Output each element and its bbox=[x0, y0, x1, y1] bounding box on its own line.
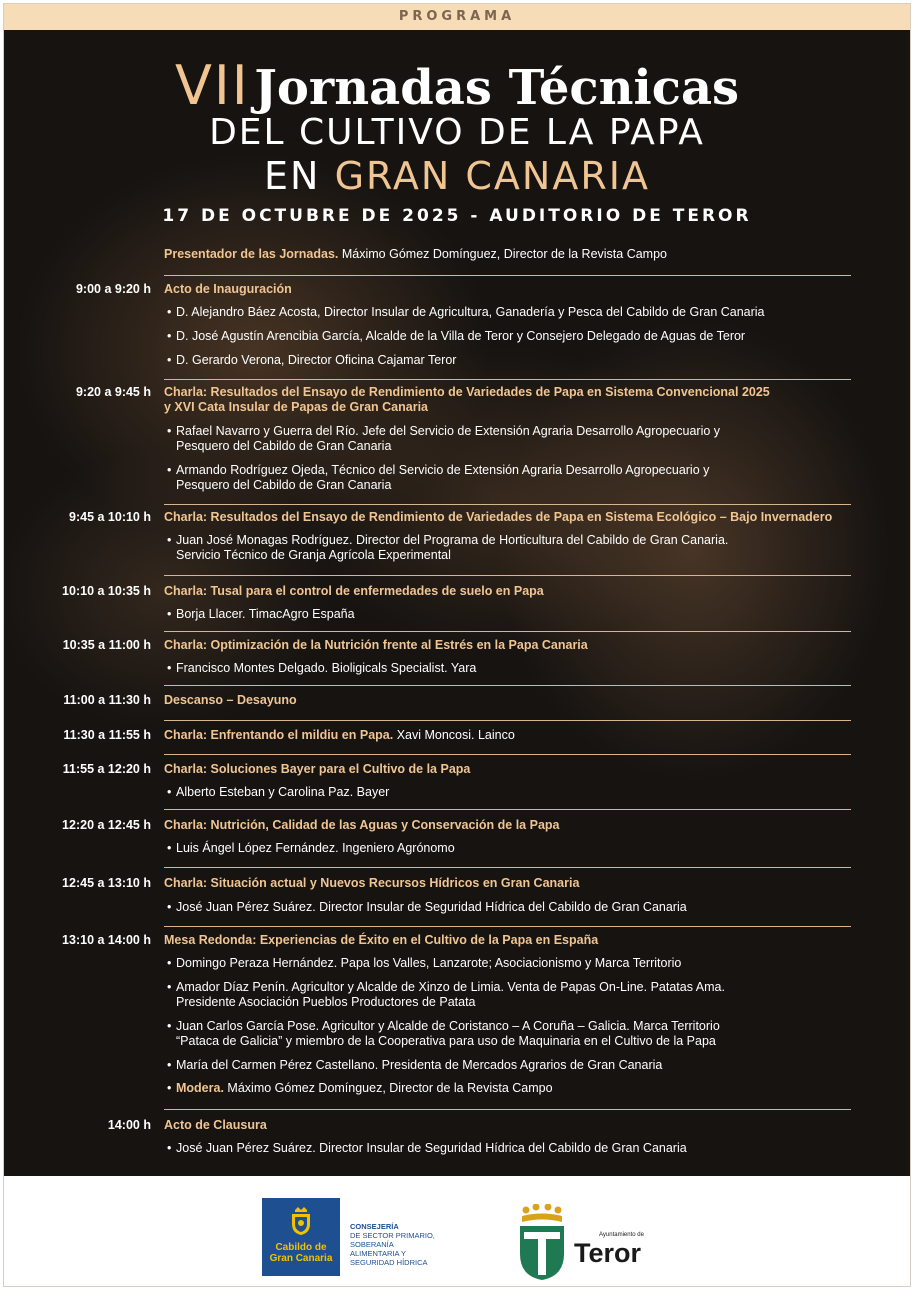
sponsor-footer bbox=[4, 1176, 910, 1287]
session-title: Mesa Redonda: Experiencias de Éxito en el Cultivo de la Papa en España bbox=[164, 933, 599, 947]
session-title: Charla: Resultados del Ensayo de Rendimiento de Variedades de Papa en Sistema Ecológico – Bajo Invernadero bbox=[164, 510, 833, 524]
session-title: Charla: Soluciones Bayer para el Cultivo de la Papa bbox=[164, 762, 471, 776]
speaker-item: • José Juan Pérez Suárez. Director Insular de Seguridad Hídrica del Cabildo de Gran Canaria bbox=[176, 1141, 826, 1156]
poster-background bbox=[4, 30, 910, 1176]
session-time: 10:35 a 11:00 h bbox=[62, 638, 151, 652]
divider bbox=[164, 809, 851, 810]
speaker-item: • Domingo Peraza Hernández. Papa los Valles, Lanzarote; Asociacionismo y Marca Territorio bbox=[176, 956, 826, 971]
speaker-item-cont bbox=[176, 439, 826, 454]
divider bbox=[164, 720, 851, 721]
speaker-item: • Armando Rodríguez Ojeda, Técnico del Servicio de Extensión Agraria Desarrollo Agropecuario y bbox=[176, 463, 826, 478]
speaker-item-cont-text: Pesquero del Cabildo de Gran Canaria bbox=[176, 478, 392, 492]
speaker-item-cont bbox=[176, 1034, 826, 1049]
coat-of-arms-icon bbox=[289, 1206, 313, 1236]
divider bbox=[164, 379, 851, 380]
title-line-1 bbox=[4, 54, 910, 117]
session-title bbox=[164, 728, 864, 743]
session-title: Charla: Resultados del Ensayo de Rendimiento de Variedades de Papa en Sistema Convencional 2025 bbox=[164, 385, 770, 399]
session-title: Charla: Nutrición, Calidad de las Aguas y Conservación de la Papa bbox=[164, 818, 560, 832]
session-time: 9:45 a 10:10 h bbox=[69, 510, 151, 524]
consejeria-text bbox=[350, 1222, 470, 1267]
cabildo-name-l1: Cabildo de bbox=[275, 1242, 327, 1253]
title-numeral: VII bbox=[174, 54, 250, 117]
cabildo-name bbox=[262, 1242, 340, 1264]
teror-ayuntamiento: Ayuntamiento de bbox=[599, 1232, 644, 1238]
speaker-item-cont-text: Servicio Técnico de Granja Agrícola Experimental bbox=[176, 548, 451, 562]
title-line-2: DEL CULTIVO DE LA PAPA bbox=[209, 112, 705, 153]
session-title: Acto de Inauguración bbox=[164, 282, 292, 296]
session-time: 12:20 a 12:45 h bbox=[62, 818, 151, 832]
teror-name: Teror bbox=[574, 1238, 642, 1268]
speaker-item: • María del Carmen Pérez Castellano. Presidenta de Mercados Agrarios de Gran Canaria bbox=[176, 1058, 826, 1073]
speaker-item-cont-text: Presidente Asociación Pueblos Productores de Patata bbox=[176, 995, 476, 1009]
speaker-item: • Juan Carlos García Pose. Agricultor y Alcalde de Coristanco – A Coruña – Galicia. Marca Territorio bbox=[176, 1019, 826, 1034]
speaker-item-cont-text: Pesquero del Cabildo de Gran Canaria bbox=[176, 439, 392, 453]
speaker-item: • Alberto Esteban y Carolina Paz. Bayer bbox=[176, 785, 826, 800]
program-banner bbox=[4, 4, 910, 30]
session-title: Charla: Optimización de la Nutrición frente al Estrés en la Papa Canaria bbox=[164, 638, 588, 652]
speaker-item-cont bbox=[176, 478, 826, 493]
title-en: EN bbox=[264, 154, 321, 198]
session-time: 11:55 a 12:20 h bbox=[62, 762, 151, 776]
session-title-cont: y XVI Cata Insular de Papas de Gran Canaria bbox=[164, 400, 428, 414]
moderator-text: Máximo Gómez Domínguez, Director de la Revista Campo bbox=[227, 1081, 553, 1095]
banner-label: PROGRAMA bbox=[398, 9, 516, 24]
speaker-item-cont bbox=[176, 548, 826, 563]
presenter-label: Presentador de las Jornadas. bbox=[164, 247, 339, 261]
speaker-item: • Rafael Navarro y Guerra del Río. Jefe del Servicio de Extensión Agraria Desarrollo Agropecuario y bbox=[176, 424, 826, 439]
speaker-item-cont-text: “Pataca de Galicia” y miembro de la Cooperativa para uso de Maquinaria en el Cultivo de la Papa bbox=[176, 1034, 716, 1048]
speaker-item: • Luis Ángel López Fernández. Ingeniero Agrónomo bbox=[176, 841, 826, 856]
cabildo-name-l2: Gran Canaria bbox=[269, 1253, 333, 1264]
cabildo-logo bbox=[262, 1198, 340, 1276]
session-time: 9:20 a 9:45 h bbox=[75, 385, 151, 399]
consejeria-line: SEGURIDAD HÍDRICA bbox=[350, 1258, 428, 1267]
divider bbox=[164, 575, 851, 576]
divider bbox=[164, 275, 851, 276]
presenter-text: Máximo Gómez Domínguez, Director de la Revista Campo bbox=[341, 247, 667, 261]
teror-emblem-icon bbox=[518, 1204, 566, 1282]
session-title: Charla: Situación actual y Nuevos Recursos Hídricos en Gran Canaria bbox=[164, 876, 580, 890]
session-title: Descanso – Desayuno bbox=[164, 693, 297, 707]
divider bbox=[164, 926, 851, 927]
session-time: 10:10 a 10:35 h bbox=[62, 584, 151, 598]
consejeria-line: SOBERANÍA bbox=[350, 1240, 394, 1249]
title-jornadas: Jornadas Técnicas bbox=[254, 60, 740, 116]
divider bbox=[164, 631, 851, 632]
speaker-item: • Juan José Monagas Rodríguez. Director del Programa de Horticultura del Cabildo de Gran Canaria. bbox=[176, 533, 826, 548]
speaker-item: • D. Alejandro Báez Acosta, Director Insular de Agricultura, Ganadería y Pesca del Cabildo de Gran Canaria bbox=[176, 305, 826, 320]
consejeria-line: ALIMENTARIA Y bbox=[350, 1249, 406, 1258]
presenter-line bbox=[164, 247, 667, 261]
speaker-item: • Borja Llacer. TimacAgro España bbox=[176, 607, 826, 622]
session-time: 9:00 a 9:20 h bbox=[75, 282, 151, 296]
session-time: 13:10 a 14:00 h bbox=[62, 933, 151, 947]
session-title: Acto de Clausura bbox=[164, 1118, 267, 1132]
divider bbox=[164, 754, 851, 755]
title-gran-canaria: GRAN CANARIA bbox=[334, 154, 650, 198]
session-speaker: Xavi Moncosi. Lainco bbox=[396, 728, 515, 742]
consejeria-line: DE SECTOR PRIMARIO, bbox=[350, 1231, 435, 1240]
consejeria-title: CONSEJERÍA bbox=[350, 1222, 399, 1231]
speaker-item: • Amador Díaz Penín. Agricultor y Alcalde de Xinzo de Limia. Venta de Papas On-Line. Patatas Ama. bbox=[176, 980, 826, 995]
divider bbox=[164, 867, 851, 868]
session-title: Charla: Tusal para el control de enfermedades de suelo en Papa bbox=[164, 584, 544, 598]
divider bbox=[164, 685, 851, 686]
event-date-venue: 17 DE OCTUBRE DE 2025 - AUDITORIO DE TEROR bbox=[162, 206, 752, 226]
program-page bbox=[3, 3, 911, 1287]
session-time: 12:45 a 13:10 h bbox=[62, 876, 151, 890]
session-time: 11:30 a 11:55 h bbox=[63, 728, 151, 742]
moderator-label: Modera. bbox=[176, 1081, 224, 1095]
session-time: 14:00 h bbox=[107, 1118, 151, 1132]
session-title-text: Charla: Enfrentando el mildiu en Papa. bbox=[164, 728, 394, 742]
speaker-item: • Francisco Montes Delgado. Bioligicals Specialist. Yara bbox=[176, 661, 826, 676]
title-line-3 bbox=[4, 154, 910, 198]
divider bbox=[164, 1109, 851, 1110]
speaker-item: • D. Gerardo Verona, Director Oficina Cajamar Teror bbox=[176, 353, 826, 368]
divider bbox=[164, 504, 851, 505]
speaker-item: • José Juan Pérez Suárez. Director Insular de Seguridad Hídrica del Cabildo de Gran Canaria bbox=[176, 900, 826, 915]
speaker-item: • D. José Agustín Arencibia García, Alcalde de la Villa de Teror y Consejero Delegado de Aguas de Teror bbox=[176, 329, 826, 344]
session-time: 11:00 a 11:30 h bbox=[63, 693, 151, 707]
speaker-item-cont bbox=[176, 995, 826, 1010]
moderator-item bbox=[176, 1081, 826, 1096]
